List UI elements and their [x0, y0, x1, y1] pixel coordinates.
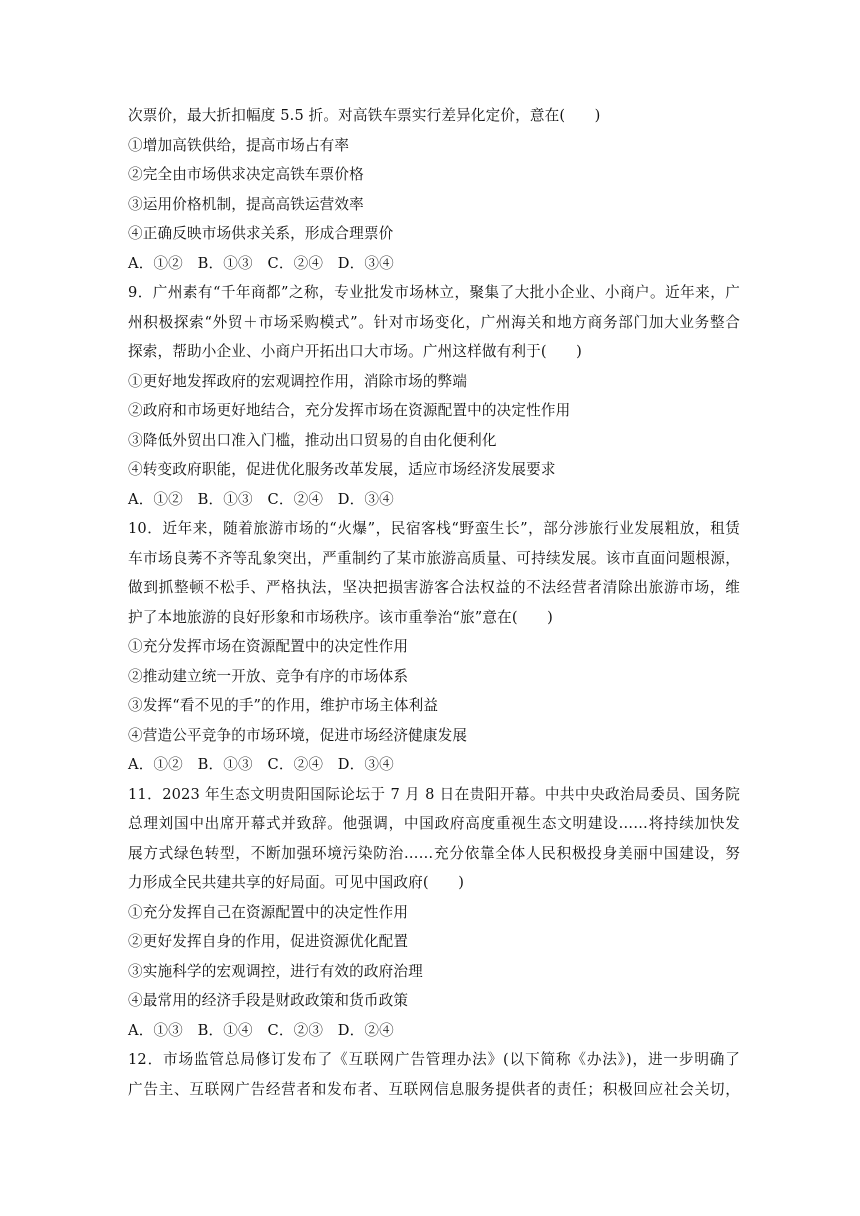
option-1: ①增加高铁供给，提高市场占有率 — [128, 136, 350, 154]
option-4: ④营造公平竞争的市场环境，促进市场经济健康发展 — [128, 726, 468, 744]
question-stem-line: 车市场良莠不齐等乱象突出，严重制约了某市旅游高质量、可持续发展。该市直面问题根源， — [128, 549, 740, 567]
question-stem-line: 展方式绿色转型，不断加强环境污染防治……充分依靠全体人民积极投身美丽中国建设，努 — [128, 844, 740, 862]
option-1: ①更好地发挥政府的宏观调控作用，消除市场的弊端 — [128, 372, 468, 390]
option-3: ③实施科学的宏观调控，进行有效的政府治理 — [128, 962, 423, 980]
option-2: ②完全由市场供求决定高铁车票价格 — [128, 166, 364, 183]
option-2: ②政府和市场更好地结合，充分发挥市场在资源配置中的决定性作用 — [128, 402, 571, 419]
question-10 — [128, 514, 740, 780]
question-9 — [128, 278, 740, 514]
option-4: ④最常用的经济手段是财政政策和货币政策 — [128, 992, 409, 1009]
question-stem-line: 护了本地旅游的良好形象和市场秩序。该市重拳治“旅”意在( ) — [128, 608, 553, 626]
question-12 — [128, 1045, 740, 1104]
question-stem-line: 探索，帮助小企业、小商户开拓出口大市场。广州这样做有利于( ) — [128, 343, 583, 360]
answer-choices: A．①② B．①③ C．②④ D．③④ — [128, 490, 394, 508]
document-body — [128, 101, 740, 1104]
option-3: ③发挥“看不见的手”的作用，维护市场主体利益 — [128, 697, 439, 714]
question-stem-line: 10．近年来，随着旅游市场的“火爆”，民宿客栈“野蛮生长”，部分涉旅行业发展粗放，租赁 — [128, 520, 740, 537]
question-11 — [128, 780, 740, 1046]
answer-choices: A．①② B．①③ C．②④ D．③④ — [128, 756, 394, 773]
question-stem-line: 总理刘国中出席开幕式并致辞。他强调，中国政府高度重视生态文明建设……将持续加快发 — [128, 815, 740, 832]
answer-choices: A．①② B．①③ C．②④ D．③④ — [128, 254, 394, 272]
option-2: ②更好发挥自身的作用，促进资源优化配置 — [128, 933, 409, 950]
question-stem-line: 力形成全民共建共享的好局面。可见中国政府( ) — [128, 874, 465, 891]
option-3: ③运用价格机制，提高高铁运营效率 — [128, 195, 364, 213]
question-8 — [128, 101, 740, 278]
option-2: ②推动建立统一开放、竞争有序的市场体系 — [128, 667, 409, 685]
question-stem-line: 9．广州素有“千年商都”之称，专业批发市场林立，聚集了大批小企业、小商户。近年来，广 — [128, 284, 740, 301]
question-stem-line: 11．2023 年生态文明贵阳国际论坛于 7 月 8 日在贵阳开幕。中共中央政治局委员、国务院 — [128, 785, 740, 803]
question-stem-line: 做到抓整顿不松手、严格执法，坚决把损害游客合法权益的不法经营者清除出旅游市场，维 — [128, 579, 740, 596]
question-stem-line: 州积极探索“外贸＋市场采购模式”。针对市场变化，广州海关和地方商务部门加大业务整合 — [128, 313, 740, 331]
option-4: ④正确反映市场供求关系，形成合理票价 — [128, 225, 394, 242]
question-stem-line: 广告主、互联网广告经营者和发布者、互联网信息服务提供者的责任；积极回应社会关切， — [128, 1080, 740, 1098]
option-3: ③降低外贸出口准入门槛，推动出口贸易的自由化便利化 — [128, 431, 497, 449]
option-1: ①充分发挥自己在资源配置中的决定性作用 — [128, 903, 409, 921]
question-stem-line: 次票价，最大折扣幅度 5.5 折。对高铁车票实行差异化定价，意在( ) — [128, 107, 601, 124]
option-1: ①充分发挥市场在资源配置中的决定性作用 — [128, 638, 409, 655]
answer-choices: A．①③ B．①④ C．②③ D．②④ — [128, 1021, 394, 1039]
question-stem-line: 12．市场监管总局修订发布了《互联网广告管理办法》(以下简称《办法》)，进一步明确了 — [128, 1051, 740, 1068]
option-4: ④转变政府职能，促进优化服务改革发展，适应市场经济发展要求 — [128, 461, 556, 478]
